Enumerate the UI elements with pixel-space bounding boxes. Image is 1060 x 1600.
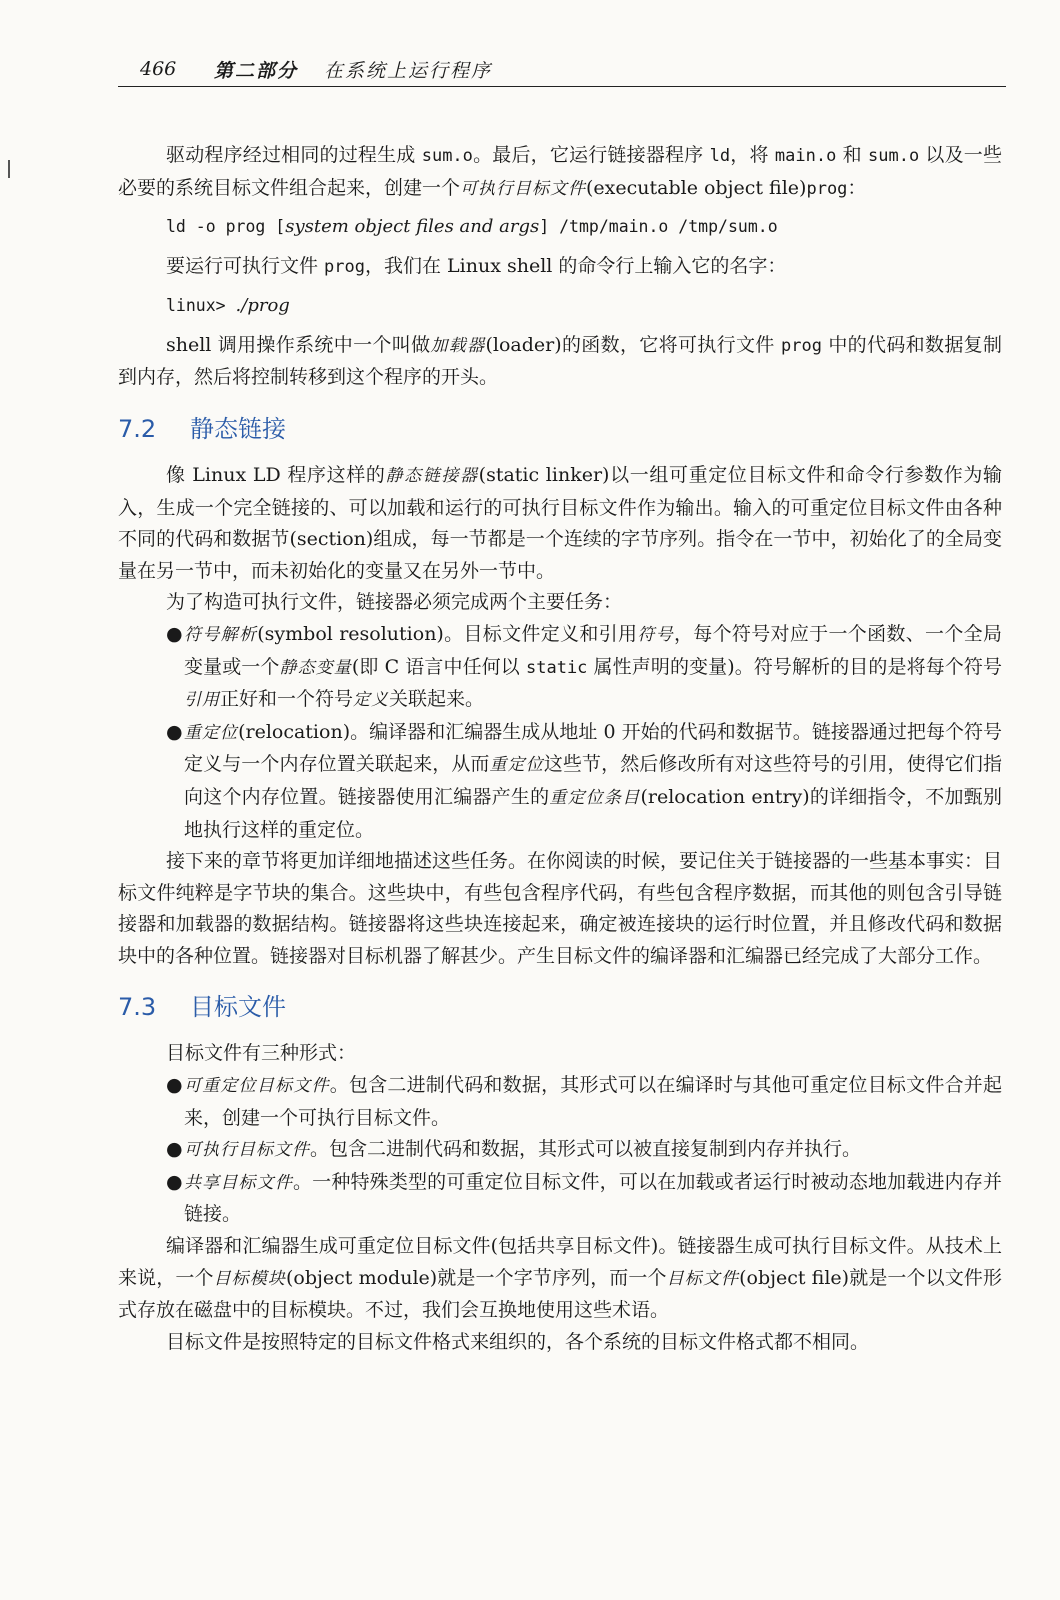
object-file-forms-list xyxy=(118,1070,1002,1231)
intro-paragraph-3: shell 调用操作系统中一个叫做加载器(loader)的函数，它将可执行文件 prog 中的代码和数据复制到内存，然后将控制转移到这个程序的开头。 xyxy=(118,333,1002,389)
section-heading-7-3: 7.3 目标文件 xyxy=(118,993,286,1022)
section-7-3-paragraph-2: 编译器和汇编器生成可重定位目标文件(包括共享目标文件)。链接器生成可执行目标文件。从技术上来说，一个目标模块(object module)就是一个字节序列，而一个目标文件(object file)就是一个以文件形式存放在磁盘中的目标模块。不过，我们会互换地使用这些术语。 xyxy=(118,1235,1002,1322)
bullet-icon: ● xyxy=(166,1170,183,1193)
section-7-3-paragraph-1: 目标文件有三种形式： xyxy=(166,1042,357,1065)
section-7-2-paragraph-2: 为了构造可执行文件，链接器必须完成两个主要任务： xyxy=(166,591,623,614)
list-item: ● 可执行目标文件。包含二进制代码和数据，其形式可以被直接复制到内存并执行。 xyxy=(118,1134,1002,1167)
section-7-2-paragraph-1: 像 Linux LD 程序这样的静态链接器(static linker)以一组可重定位目标文件和命令行参数作为输入，生成一个完全链接的、可以加载和运行的可执行目标文件作为输出。输入的可重定位目标文件由各种不同的代码和数据节(section)组成，每一节都是一个连续的字节序列。指令在一节中，初始化了的全局变量在另一节中，而未初始化的变量又在另外一节中。 xyxy=(118,463,1002,582)
list-item: ● 共享目标文件。一种特殊类型的可重定位目标文件，可以在加载或者运行时被动态地加载进内存并链接。 xyxy=(118,1167,1002,1231)
bullet-icon: ● xyxy=(166,720,183,743)
section-7-2-paragraph-3: 接下来的章节将更加详细地描述这些任务。在你阅读的时候，要记住关于链接器的一些基本事实：目标文件纯粹是字节块的集合。这些块中，有些包含程序代码，有些包含程序数据，而其他的则包含引导链接器和加载器的数据结构。链接器将这些块连接起来，确定被连接块的运行时位置，并且修改代码和数据块中的各种位置。链接器对目标机器了解甚少。产生目标文件的编译器和汇编器已经完成了大部分工作。 xyxy=(118,850,1003,967)
running-header xyxy=(118,52,1006,87)
list-item: ● 符号解析(symbol resolution)。目标文件定义和引用符号，每个符号对应于一个函数、一个全局变量或一个静态变量(即 C 语言中任何以 static 属性声明的变量)。符号解析的目的是将每个符号引用正好和一个符号定义关联起来。 xyxy=(118,619,1002,717)
page-number: 466 xyxy=(140,58,177,80)
code-ld-command: ld -o prog [system object files and args] /tmp/main.o /tmp/sum.o xyxy=(166,216,778,238)
code-run-prog: linux> ./prog xyxy=(166,294,290,316)
intro-paragraph-1: 驱动程序经过相同的过程生成 sum.o。最后，它运行链接器程序 ld，将 main.o 和 sum.o 以及一些必要的系统目标文件组合起来，创建一个可执行目标文件(executable object file)prog： xyxy=(118,144,1002,199)
linker-tasks-list xyxy=(118,619,1002,846)
page-body xyxy=(118,140,1002,1358)
part-subtitle: 在系统上运行程序 xyxy=(324,60,493,82)
bullet-icon: ● xyxy=(166,1074,183,1097)
intro-paragraph-2: 要运行可执行文件 prog，我们在 Linux shell 的命令行上输入它的名字： xyxy=(166,255,787,278)
bullet-icon: ● xyxy=(166,622,183,645)
margin-mark xyxy=(8,160,10,178)
bullet-icon: ● xyxy=(166,1138,183,1161)
section-heading-7-2: 7.2 静态链接 xyxy=(118,414,286,443)
list-item: ● 可重定位目标文件。包含二进制代码和数据，其形式可以在编译时与其他可重定位目标文件合并起来，创建一个可执行目标文件。 xyxy=(118,1070,1002,1134)
list-item: ● 重定位(relocation)。编译器和汇编器生成从地址 0 开始的代码和数据节。链接器通过把每个符号定义与一个内存位置关联起来，从而重定位这些节，然后修改所有对这些符号的引用，使得它们指向这个内存位置。链接器使用汇编器产生的重定位条目(relocation entry)的详细指令，不加甄别地执行这样的重定位。 xyxy=(118,717,1002,846)
part-title: 第二部分 xyxy=(214,60,299,82)
section-7-3-paragraph-3: 目标文件是按照特定的目标文件格式来组织的，各个系统的目标文件格式都不相同。 xyxy=(166,1330,870,1353)
